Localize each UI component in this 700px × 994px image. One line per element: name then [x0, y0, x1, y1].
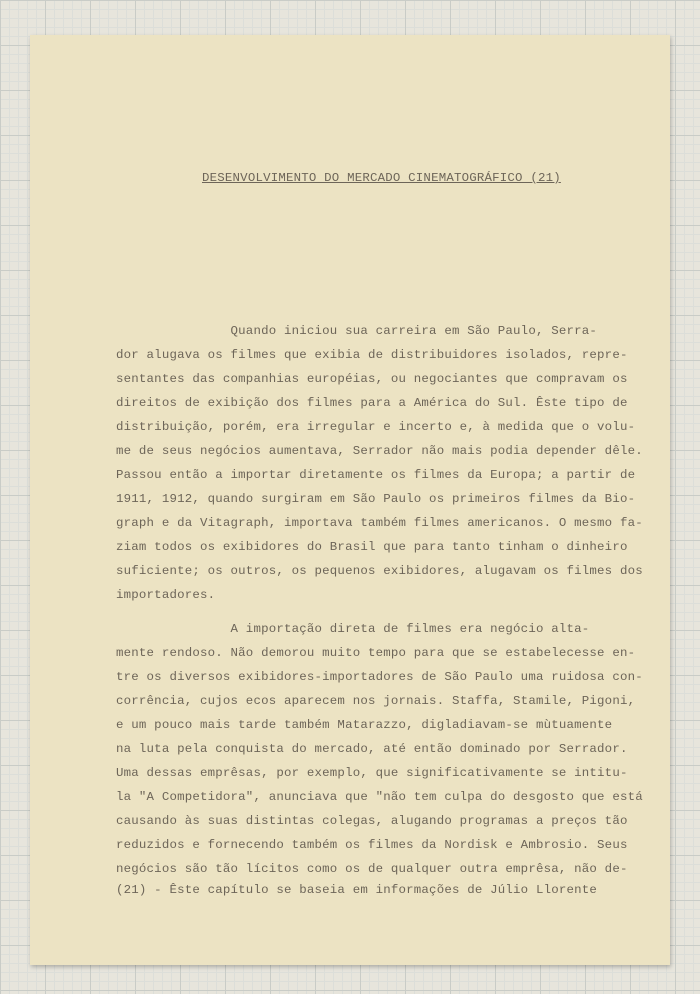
body-line: reduzidos e fornecendo também os filmes da Nordisk e Ambrosio. Seus [116, 838, 628, 852]
body-line: negócios são tão lícitos como os de qualquer outra emprêsa, não de- [116, 862, 628, 876]
body-line: na luta pela conquista do mercado, até então dominado por Serrador. [116, 742, 628, 756]
body-line: importadores. [116, 588, 216, 602]
body-line: ziam todos os exibidores do Brasil que para tanto tinham o dinheiro [116, 540, 628, 554]
body-line: Uma dessas emprêsas, por exemplo, que significativamente se intitu- [116, 766, 628, 780]
body-line: suficiente; os outros, os pequenos exibidores, alugavam os filmes dos [116, 564, 643, 578]
body-line: e um pouco mais tarde também Matarazzo, digladiavam-se mùtuamente [116, 718, 613, 732]
typewritten-page [30, 35, 670, 965]
body-line: causando às suas distintas colegas, alugando programas a preços tão [116, 814, 628, 828]
body-line: direitos de exibição dos filmes para a América do Sul. Êste tipo de [116, 396, 628, 410]
body-line: mente rendoso. Não demorou muito tempo para que se estabelecesse en- [116, 646, 636, 660]
body-line: corrência, cujos ecos aparecem nos jornais. Staffa, Stamile, Pigoni, [116, 694, 636, 708]
page-title: DESENVOLVIMENTO DO MERCADO CINEMATOGRÁFICO (21) [202, 171, 561, 185]
body-line: sentantes das companhias européias, ou negociantes que compravam os [116, 372, 628, 386]
body-line: distribuição, porém, era irregular e incerto e, à medida que o volu- [116, 420, 636, 434]
body-line: Passou então a importar diretamente os filmes da Europa; a partir de [116, 468, 636, 482]
footnote: (21) - Êste capítulo se baseia em informações de Júlio Llorente [116, 883, 598, 897]
body-line: dor alugava os filmes que exibia de distribuidores isolados, repre- [116, 348, 628, 362]
body-line: A importação direta de filmes era negócio alta- [116, 622, 590, 636]
body-line: graph e da Vitagraph, importava também filmes americanos. O mesmo fa- [116, 516, 643, 530]
body-line: la "A Competidora", anunciava que "não tem culpa do desgosto que está [116, 790, 643, 804]
body-line: 1911, 1912, quando surgiram em São Paulo os primeiros filmes da Bio- [116, 492, 636, 506]
body-line: tre os diversos exibidores-importadores de São Paulo uma ruidosa con- [116, 670, 643, 684]
body-line: Quando iniciou sua carreira em São Paulo, Serra- [116, 324, 598, 338]
body-line: me de seus negócios aumentava, Serrador não mais podia depender dêle. [116, 444, 643, 458]
